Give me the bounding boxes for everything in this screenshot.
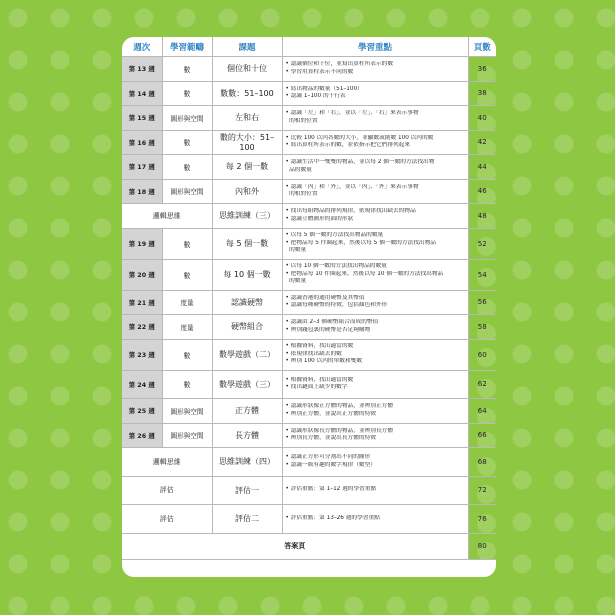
point-line: • 評估重點：第 13–26 週的學習重點 xyxy=(285,514,380,521)
points-cell xyxy=(282,476,468,505)
point-text: 認識一級有趣的數字規律（數型） xyxy=(290,461,376,468)
point-line: • 把物品每 10 件圈起來，然後以每 10 個一數的方法找出物品 xyxy=(285,270,444,277)
page-number-cell: 56 xyxy=(468,290,496,315)
table-row xyxy=(122,339,496,370)
week-cell: 第 22 週 xyxy=(122,315,162,340)
topic-cell: 正方體 xyxy=(212,399,282,424)
topic-cell: 內和外 xyxy=(212,179,282,204)
point-text: 以每 10 個一數的方法找出物品的數量 xyxy=(290,263,387,270)
points-cell xyxy=(282,448,468,477)
points-cell xyxy=(282,155,468,180)
area-cell: 度量 xyxy=(162,315,212,340)
header-week: 週次 xyxy=(122,37,162,57)
week-cell: 第 26 週 xyxy=(122,423,162,448)
point-text: 寫出物品的數量（51–100） xyxy=(290,85,363,92)
points-cell xyxy=(282,179,468,204)
area-cell: 圖形與空間 xyxy=(162,399,212,424)
point-line: • 辨別 100 以內的單數和雙數 xyxy=(285,358,363,365)
point-text: 以每 5 個一數的方法找出物品的數量 xyxy=(290,232,384,239)
points-cell xyxy=(282,399,468,424)
point-line: • 寫出算柱所表示的數，並依指示把它們排列起來 xyxy=(285,142,411,149)
week-cell: 第 20 週 xyxy=(122,259,162,290)
point-line: • 依規律找出缺去的數 xyxy=(285,350,342,357)
point-line: • 認識立體圖形的面的形狀 xyxy=(285,215,354,222)
page-number-cell: 64 xyxy=(468,399,496,424)
point-line: • 辨別正方體，並說出正方體的特徵 xyxy=(285,410,376,417)
points-cell xyxy=(282,339,468,370)
point-text: 評估重點：第 13–26 週的學習重點 xyxy=(290,514,380,521)
page-number-cell: 36 xyxy=(468,57,496,82)
table-row xyxy=(122,130,496,155)
page-number-cell: 52 xyxy=(468,228,496,259)
week-cell: 第 16 週 xyxy=(122,130,162,155)
week-span-cell: 評估 xyxy=(122,476,212,505)
answer-label: 答案頁 xyxy=(122,533,468,560)
point-line: • 比較 100 以內各數的大小，並顯數或創數 100 以內的數 xyxy=(285,134,434,141)
page-number-cell: 38 xyxy=(468,81,496,106)
page-number-cell: 72 xyxy=(468,476,496,505)
point-text: 認識每種硬幣的特徵，包括顏色和外形 xyxy=(290,302,388,309)
point-text: 認識個位和十位，並寫出算柱所表示的數 xyxy=(290,61,394,68)
point-text: 認識正方形可分割出不同的圖形 xyxy=(290,454,371,461)
points-cell xyxy=(282,290,468,315)
week-cell: 第 19 週 xyxy=(122,228,162,259)
point-line: • 找出鏈面上缺少的數字 xyxy=(285,384,348,391)
point-text: 找出鏈面上缺少的數字 xyxy=(290,384,348,391)
point-line: • 學習用算柱表示不同的數 xyxy=(285,68,354,75)
points-cell xyxy=(282,505,468,534)
point-line: • 認識 1–100 的十行表 xyxy=(285,93,346,100)
point-line xyxy=(286,247,465,255)
area-cell: 數 xyxy=(162,339,212,370)
page-number-cell: 58 xyxy=(468,315,496,340)
week-cell: 第 21 週 xyxy=(122,290,162,315)
points-cell xyxy=(282,204,468,229)
point-text: 辨別 100 以內的單數和雙數 xyxy=(290,358,363,365)
week-cell: 第 15 週 xyxy=(122,106,162,131)
area-cell: 圖形與空間 xyxy=(162,179,212,204)
table-row xyxy=(122,315,496,340)
point-text: 認識「左」和「右」，並以「左」、「右」來表示事物 xyxy=(290,110,419,117)
area-cell: 數 xyxy=(162,259,212,290)
table-row xyxy=(122,57,496,82)
point-text: 把物品每 10 件圈起來，然後以每 10 個一數的方法找出物品 xyxy=(290,270,444,277)
header-page: 頁數 xyxy=(468,37,496,57)
answer-row xyxy=(122,533,496,560)
answer-page: 80 xyxy=(468,533,496,560)
week-cell: 第 13 週 xyxy=(122,57,162,82)
point-line: • 把物品每 5 件圈起來，然後以每 5 個一數的方法找出物品 xyxy=(285,239,436,246)
point-line: • 評估重點：第 1–12 週的學習重點 xyxy=(285,486,377,493)
page-number-cell: 42 xyxy=(468,130,496,155)
week-cell: 第 24 週 xyxy=(122,370,162,399)
topic-cell: 硬幣組合 xyxy=(212,315,282,340)
topic-cell: 思維訓練（四） xyxy=(212,448,282,477)
week-cell: 第 14 週 xyxy=(122,81,162,106)
points-cell xyxy=(282,130,468,155)
point-text: 依規律找出缺去的數 xyxy=(290,350,342,357)
table-row xyxy=(122,399,496,424)
header-area: 學習範疇 xyxy=(162,37,212,57)
topic-cell: 數學遊戲（三） xyxy=(212,370,282,399)
area-cell: 圖形與空間 xyxy=(162,106,212,131)
point-line: • 認識由 2–3 個硬幣組合而成的幣值 xyxy=(285,319,379,326)
point-text: 的相對位置 xyxy=(289,117,318,124)
point-text: 寫出算柱所表示的數，並依指示把它們排列起來 xyxy=(290,142,411,149)
topic-cell: 數數：51–100 xyxy=(212,81,282,106)
week-span-cell: 評估 xyxy=(122,505,212,534)
point-line: • 認識形狀像長方體的物品，並辨別長方體 xyxy=(285,427,394,434)
topic-cell: 長方體 xyxy=(212,423,282,448)
point-text: 品的數量 xyxy=(289,166,312,173)
point-text: 辨別錢包裏的硬幣是否足夠購物 xyxy=(290,326,371,333)
point-text: 學習用算柱表示不同的數 xyxy=(290,68,354,75)
point-line xyxy=(286,118,465,126)
area-cell: 度量 xyxy=(162,290,212,315)
schedule-table xyxy=(122,37,496,560)
page-number-cell: 60 xyxy=(468,339,496,370)
point-text: 找出每組物品的排列規律，依規律找出缺去的物品 xyxy=(290,208,416,215)
table-row xyxy=(122,204,496,229)
points-cell xyxy=(282,106,468,131)
points-cell xyxy=(282,370,468,399)
week-cell: 第 17 週 xyxy=(122,155,162,180)
point-line xyxy=(286,167,465,175)
point-text: 認識香港的通用硬幣及其幣值 xyxy=(290,294,365,301)
points-cell xyxy=(282,228,468,259)
point-text: 認識由 2–3 個硬幣組合而成的幣值 xyxy=(290,319,379,326)
week-span-cell: 邏輯思維 xyxy=(122,448,212,477)
point-line: • 認識每種硬幣的特徵，包括顏色和外形 xyxy=(285,302,388,309)
table-body xyxy=(122,57,496,560)
point-text: 比較 100 以內各數的大小，並顯數或創數 100 以內的數 xyxy=(290,134,434,141)
topic-cell: 評估二 xyxy=(212,505,282,534)
area-cell: 數 xyxy=(162,81,212,106)
week-span-cell: 邏輯思維 xyxy=(122,204,212,229)
table-row xyxy=(122,505,496,534)
area-cell: 數 xyxy=(162,130,212,155)
point-text: 認識「內」和「外」，並以「內」、「外」來表示事物 xyxy=(290,183,419,190)
point-line: • 認識生活中一雙雙的物品，並以每 2 個一數的方法找出物 xyxy=(285,159,435,166)
topic-cell: 認識硬幣 xyxy=(212,290,282,315)
header-topic: 課題 xyxy=(212,37,282,57)
table-row xyxy=(122,155,496,180)
week-cell: 第 25 週 xyxy=(122,399,162,424)
area-cell: 數 xyxy=(162,155,212,180)
table-row xyxy=(122,290,496,315)
table-row xyxy=(122,228,496,259)
page-number-cell: 40 xyxy=(468,106,496,131)
point-line: • 以每 5 個一數的方法找出物品的數量 xyxy=(285,232,384,239)
topic-cell: 個位和十位 xyxy=(212,57,282,82)
point-line: • 寫出物品的數量（51–100） xyxy=(285,85,363,92)
topic-cell: 每 10 個一數 xyxy=(212,259,282,290)
area-cell: 圖形與空間 xyxy=(162,423,212,448)
week-cell: 第 23 週 xyxy=(122,339,162,370)
schedule-card xyxy=(122,37,496,577)
table-row xyxy=(122,448,496,477)
table-row xyxy=(122,179,496,204)
table-row xyxy=(122,370,496,399)
page-number-cell: 68 xyxy=(468,448,496,477)
table-row xyxy=(122,106,496,131)
point-line xyxy=(286,191,465,199)
page-number-cell: 62 xyxy=(468,370,496,399)
header-points: 學習重點 xyxy=(282,37,468,57)
point-line: • 認識一級有趣的數字規律（數型） xyxy=(285,461,376,468)
points-cell xyxy=(282,259,468,290)
topic-cell: 數的大小：51–100 xyxy=(212,130,282,155)
point-text: 的數量 xyxy=(289,278,307,285)
point-text: 的數量 xyxy=(289,247,307,254)
points-cell xyxy=(282,81,468,106)
point-line: • 認識「左」和「右」，並以「左」、「右」來表示事物 xyxy=(285,110,419,117)
point-text: 認識形狀像長方體的物品，並辨別長方體 xyxy=(290,427,394,434)
point-line: • 以每 10 個一數的方法找出物品的數量 xyxy=(285,263,387,270)
topic-cell: 評估一 xyxy=(212,476,282,505)
point-text: 根據資料，找出適當的數 xyxy=(290,343,354,350)
point-text: 辨別正方體，並說出正方體的特徵 xyxy=(290,410,376,417)
table-row xyxy=(122,476,496,505)
point-line xyxy=(286,278,465,286)
point-text: 把物品每 5 件圈起來，然後以每 5 個一數的方法找出物品 xyxy=(290,239,436,246)
topic-cell: 左和右 xyxy=(212,106,282,131)
area-cell: 數 xyxy=(162,370,212,399)
point-line: • 認識個位和十位，並寫出算柱所表示的數 xyxy=(285,61,394,68)
point-line: • 辨別錢包裏的硬幣是否足夠購物 xyxy=(285,326,371,333)
point-line: • 認識正方形可分割出不同的圖形 xyxy=(285,454,371,461)
week-cell: 第 18 週 xyxy=(122,179,162,204)
page-number-cell: 76 xyxy=(468,505,496,534)
table-row xyxy=(122,259,496,290)
topic-cell: 每 5 個一數 xyxy=(212,228,282,259)
area-cell: 數 xyxy=(162,228,212,259)
point-text: 認識 1–100 的十行表 xyxy=(290,93,346,100)
topic-cell: 思維訓練（三） xyxy=(212,204,282,229)
table-row xyxy=(122,81,496,106)
table-row xyxy=(122,423,496,448)
point-line: • 根據資料，找出適當的數 xyxy=(285,343,354,350)
point-text: 評估重點：第 1–12 週的學習重點 xyxy=(290,486,377,493)
point-text: 根據資料，找出適當的數 xyxy=(290,376,354,383)
point-text: 認識形狀像正方體的物品，並辨別正方體 xyxy=(290,403,394,410)
point-text: 認識立體圖形的面的形狀 xyxy=(290,215,354,222)
point-text: 辨別長方體，並說出長方體的特徵 xyxy=(290,435,376,442)
points-cell xyxy=(282,423,468,448)
points-cell xyxy=(282,57,468,82)
point-line: • 根據資料，找出適當的數 xyxy=(285,376,354,383)
area-cell: 數 xyxy=(162,57,212,82)
page-number-cell: 66 xyxy=(468,423,496,448)
point-line: • 認識形狀像正方體的物品，並辨別正方體 xyxy=(285,403,394,410)
page-number-cell: 48 xyxy=(468,204,496,229)
point-line: • 辨別長方體，並說出長方體的特徵 xyxy=(285,435,376,442)
point-line: • 認識香港的通用硬幣及其幣值 xyxy=(285,294,365,301)
points-cell xyxy=(282,315,468,340)
page-number-cell: 54 xyxy=(468,259,496,290)
point-line: • 找出每組物品的排列規律，依規律找出缺去的物品 xyxy=(285,208,416,215)
header-row xyxy=(122,37,496,57)
page-number-cell: 44 xyxy=(468,155,496,180)
point-text: 認識生活中一雙雙的物品，並以每 2 個一數的方法找出物 xyxy=(290,159,435,166)
page-number-cell: 46 xyxy=(468,179,496,204)
point-text: 的相對位置 xyxy=(289,191,318,198)
point-line: • 認識「內」和「外」，並以「內」、「外」來表示事物 xyxy=(285,183,419,190)
topic-cell: 數學遊戲（二） xyxy=(212,339,282,370)
topic-cell: 每 2 個一數 xyxy=(212,155,282,180)
